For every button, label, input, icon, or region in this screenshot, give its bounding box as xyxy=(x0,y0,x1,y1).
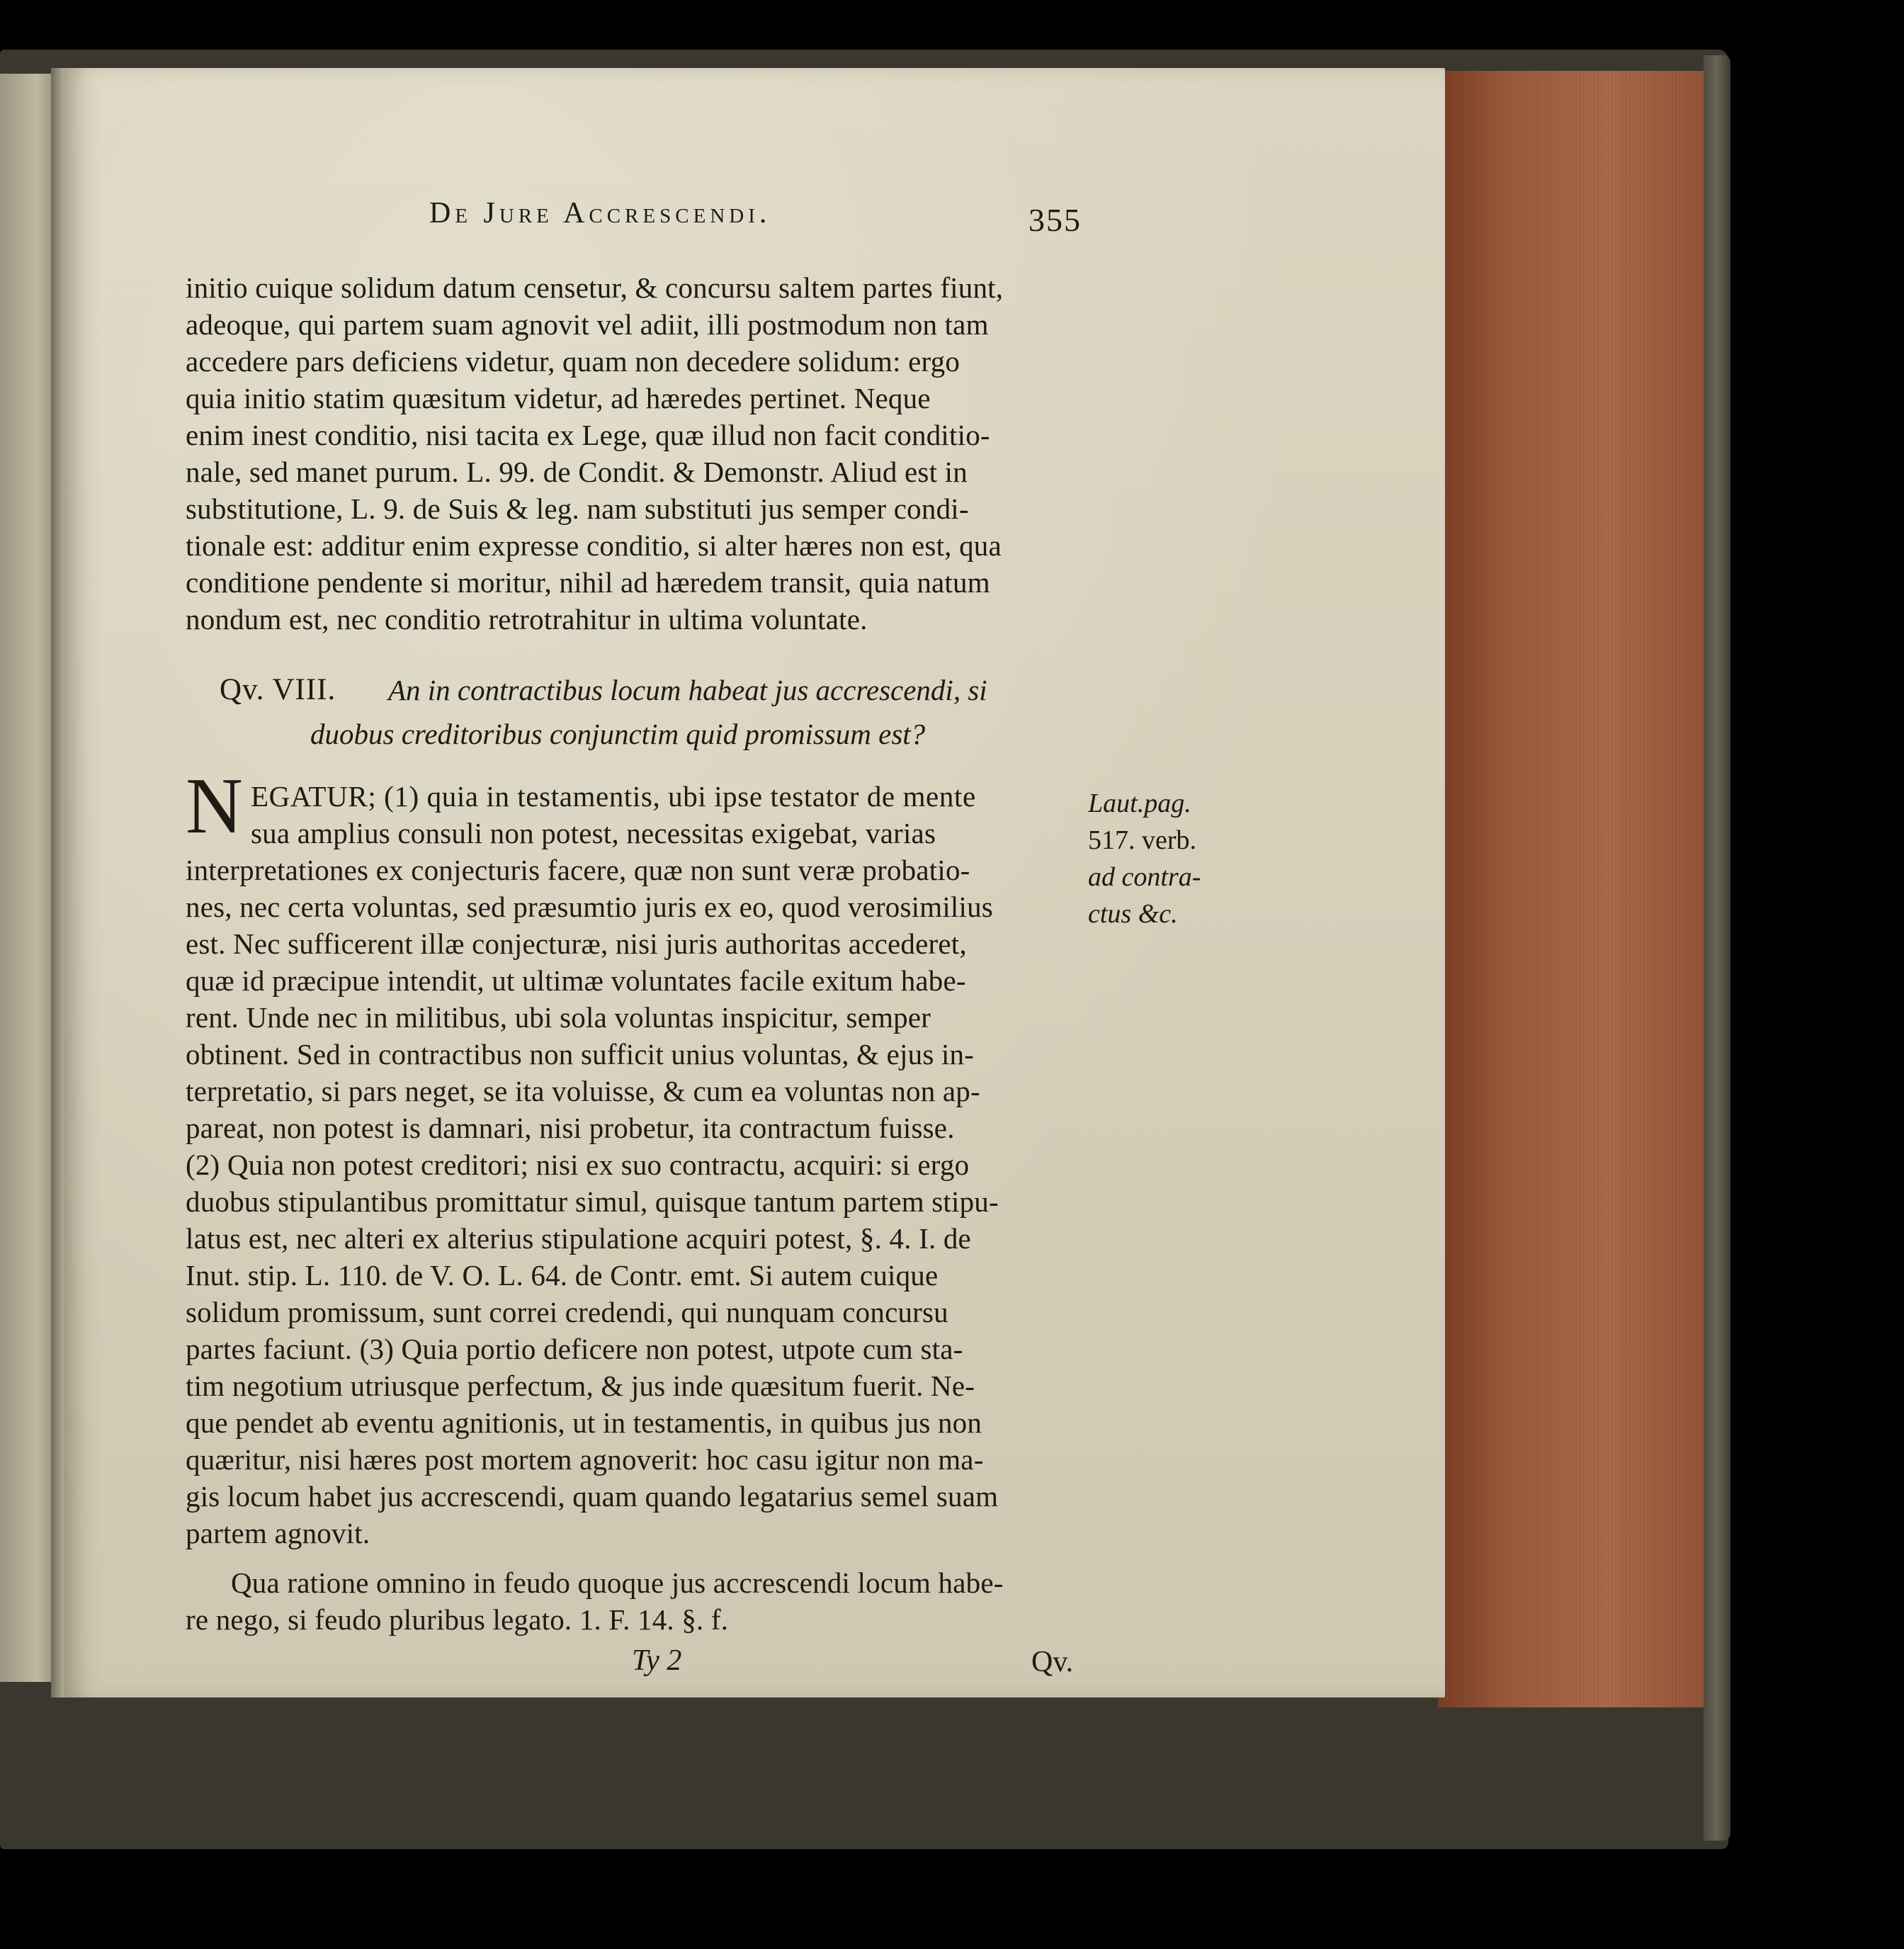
page-block-fore-edge xyxy=(1438,71,1721,1707)
text-line: quæritur, nisi hæres post mortem agnoverit: hoc casu igitur non ma- xyxy=(186,1443,984,1476)
text-line: latus est, nec alteri ex alterius stipulatione acquiri potest, §. 4. I. de xyxy=(186,1222,971,1255)
margin-note-line: 517. verb. xyxy=(1088,825,1197,855)
text-line: obtinent. Sed in contractibus non sufficit unius voluntas, & ejus in- xyxy=(186,1038,975,1070)
running-head: De Jure Accrescendi. xyxy=(429,197,771,230)
text-line: partes faciunt. (3) Quia portio deficere non potest, utpote cum sta- xyxy=(186,1333,963,1365)
text-line: initio cuique solidum datum censetur, & concursu saltem partes fiunt, xyxy=(186,271,1004,304)
text-line: accedere pars deficiens videtur, quam non decedere solidum: ergo xyxy=(186,345,960,378)
text-line: tionale est: additur enim expresse conditio, si alter hæres non est, qua xyxy=(186,529,1002,562)
margin-note-line: Laut.pag. xyxy=(1088,789,1191,818)
text-line: adeoque, qui partem suam agnovit vel adiit, illi postmodum non tam xyxy=(186,308,989,341)
text-line: solidum promissum, sunt correi credendi, qui nunquam concursu xyxy=(186,1296,948,1328)
text-line: Qua ratione omnino in feudo quoque jus accrescendi locum habe- xyxy=(231,1566,1004,1599)
margin-note-line: ad contra- xyxy=(1088,862,1201,892)
text-line: duobus stipulantibus promittatur simul, quisque tantum partem stipu- xyxy=(186,1185,999,1218)
text-line: (2) Quia non potest creditori; nisi ex suo contractu, acquiri: si ergo xyxy=(186,1148,970,1181)
text-line: EGATUR; (1) quia in testamentis, ubi ipse testator de mente xyxy=(251,780,976,813)
text-line: terpretatio, si pars neget, se ita voluisse, & cum ea voluntas non ap- xyxy=(186,1075,980,1107)
text-line: gis locum habet jus accrescendi, quam quando legatarius semel suam xyxy=(186,1480,999,1513)
question-title-line: duobus creditoribus conjunctim quid promissum est? xyxy=(310,718,926,750)
question-number: Qv. VIII. xyxy=(220,673,336,706)
text-line: re nego, si feudo pluribus legato. 1. F. 14. §. f. xyxy=(186,1603,729,1636)
text-line: sua amplius consuli non potest, necessitas exigebat, varias xyxy=(251,817,936,849)
text-line: partem agnovit. xyxy=(186,1517,370,1549)
catchword: Qv. xyxy=(1031,1646,1074,1678)
text-line: quia initio statim quæsitum videtur, ad hæredes pertinet. Neque xyxy=(186,382,931,414)
text-line: tim negotium utriusque perfectum, & jus inde quæsitum fuerit. Ne- xyxy=(186,1369,975,1402)
text-line: conditione pendente si moritur, nihil ad hæredem transit, quia natum xyxy=(186,566,990,599)
text-line: quæ id præcipue intendit, ut ultimæ voluntates facile exitum habe- xyxy=(186,964,966,997)
text-line: nale, sed manet purum. L. 99. de Condit. & Demonstr. Aliud est in xyxy=(186,456,968,488)
question-title-line: An in contractibus locum habeat jus accrescendi, si xyxy=(388,674,987,706)
drop-cap: N xyxy=(186,762,243,850)
back-cover-edge xyxy=(1704,55,1730,1841)
page-number: 355 xyxy=(1028,202,1082,238)
text-line: nondum est, nec conditio retrotrahitur in ultima voluntate. xyxy=(186,603,868,635)
text-line: enim inest conditio, nisi tacita ex Lege, quæ illud non facit conditio- xyxy=(186,419,990,451)
text-line: nes, nec certa voluntas, sed præsumtio juris ex eo, quod verosimilius xyxy=(186,891,993,923)
text-line: substitutione, L. 9. de Suis & leg. nam substituti jus semper condi- xyxy=(186,492,969,525)
margin-note-line: ctus &c. xyxy=(1088,899,1178,929)
signature-mark: Ty 2 xyxy=(632,1644,682,1677)
text-line: pareat, non potest is damnari, nisi probetur, ita contractum fuisse. xyxy=(186,1112,955,1144)
text-line: interpretationes ex conjecturis facere, quæ non sunt veræ probatio- xyxy=(186,854,970,886)
text-line: est. Nec sufficerent illæ conjecturæ, nisi juris authoritas accederet, xyxy=(186,927,967,960)
text-line: Inut. stip. L. 110. de V. O. L. 64. de Contr. emt. Si autem cuique xyxy=(186,1259,939,1292)
text-line: que pendet ab eventu agnitionis, ut in testamentis, in quibus jus non xyxy=(186,1406,982,1439)
text-line: rent. Unde nec in militibus, ubi sola voluntas inspicitur, semper xyxy=(186,1001,931,1034)
